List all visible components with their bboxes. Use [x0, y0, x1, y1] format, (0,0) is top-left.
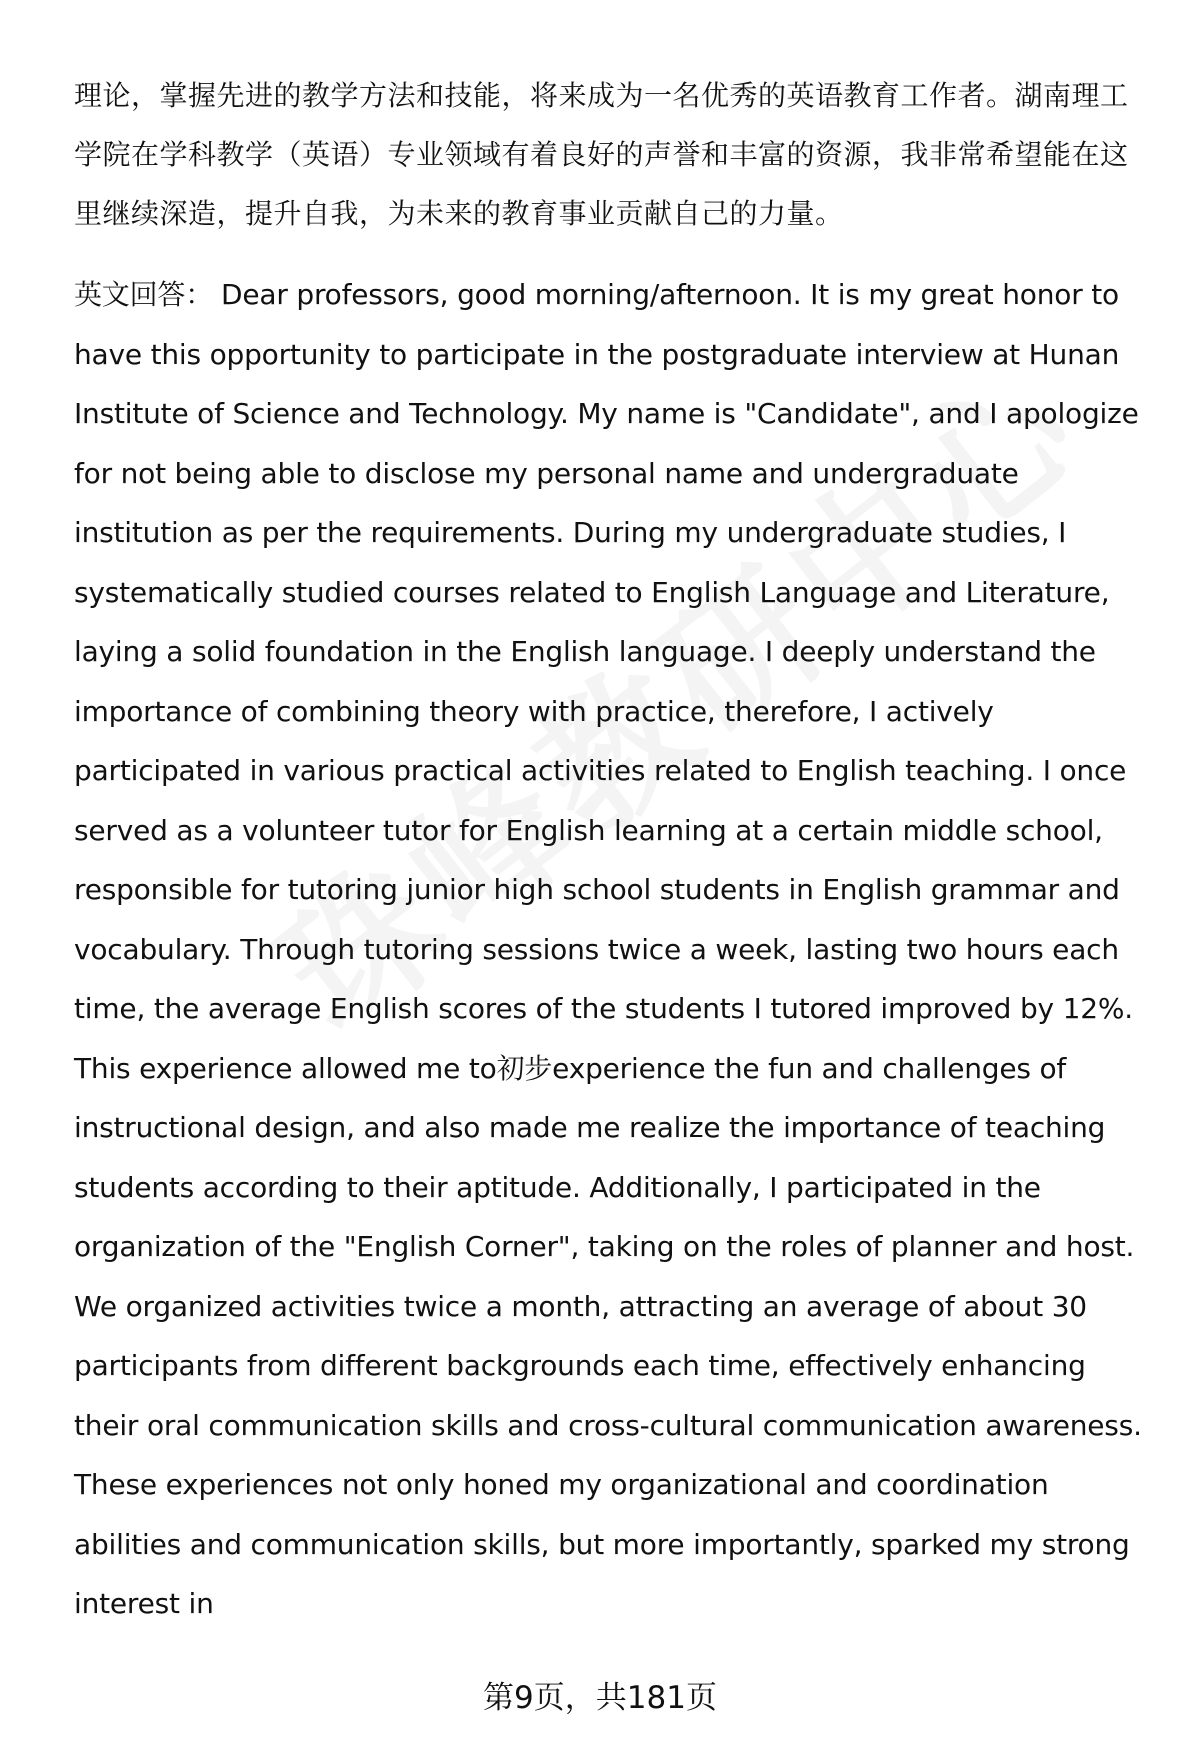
english-answer-label: 英文回答： [74, 278, 214, 311]
page-number-footer: 第9页，共181页 [483, 1680, 717, 1716]
english-answer-text: Dear professors, good morning/afternoon. It is my great honor to have this opportunity to participate in the postgraduate interview at Hunan Institute of Science and Technology. My name is "Candidate", and I apologize for not being able to disclose my personal name and undergraduate institution as per the requirements. During my undergraduate studies, I systematically studied courses related to English Language and Literature, laying a solid foundation in the English language. I deeply understand the importance of combining theory with practice, therefore, I actively participated in various practical activities related to English teaching. I once served as a volunteer tutor for English learning at a certain middle school, responsible for tutoring junior high school students in English grammar and vocabulary. Through tutoring sessions twice a week, lasting two hours each time, the average English scores of the students I tutored improved by 12%. This experience allowed me to初步experience the fun and challenges of instructional design, and also made me realize the importance of teaching students according to their aptitude. Additionally, I participated in the organization of the "English Corner", taking on the roles of planner and host. We organized activities twice a month, attracting an average of about 30 participants from different backgrounds each time, effectively enhancing their oral communication skills and cross-cultural communication awareness. These experiences not only honed my organizational and coordination abilities and communication skills, but more importantly, sparked my strong interest in [74, 278, 1142, 1620]
chinese-paragraph: 理论，掌握先进的教学方法和技能，将来成为一名优秀的英语教育工作者。湖南理工学院在学科教学（英语）专业领域有着良好的声誉和丰富的资源，我非常希望能在这里继续深造，提升自我，为未来的教育事业贡献自己的力量。 [74, 79, 1129, 230]
english-answer-paragraph [74, 265, 1144, 1634]
document-body [74, 66, 1144, 1634]
